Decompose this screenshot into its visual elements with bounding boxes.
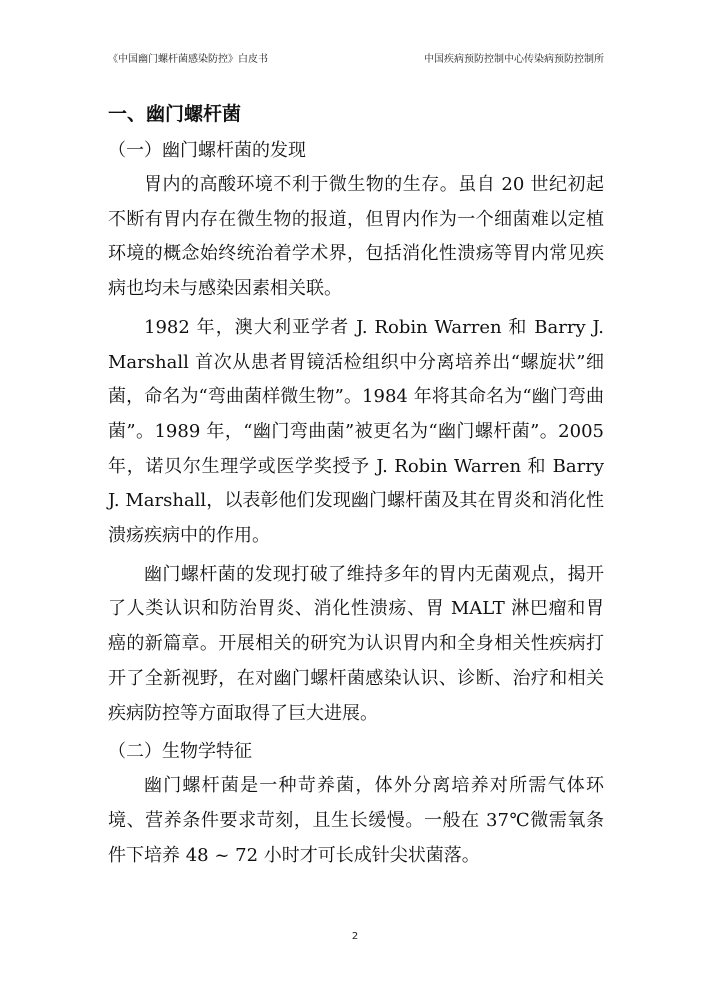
paragraph: 幽门螺杆菌是一种苛养菌，体外分离培养对所需气体环境、营养条件要求苛刻，且生长缓慢。一般在 37℃微需氧条件下培养 48 ~ 72 小时才可长成针尖状菌落。 bbox=[108, 775, 604, 866]
page-header bbox=[108, 50, 604, 66]
paragraph: 幽门螺杆菌的发现打破了维持多年的胃内无菌观点，揭开了人类认识和防治胃炎、消化性溃疡、胃 MALT 淋巴瘤和胃癌的新篇章。开展相关的研究为认识胃内和全身相关性疾病打开了全新视野，在对幽门螺杆菌感染认识、诊断、治疗和相关疾病防控等方面取得了巨大进展。 bbox=[108, 563, 604, 724]
section-title: 一、幽门螺杆菌 bbox=[108, 103, 242, 125]
paragraph: 胃内的高酸环境不利于微生物的生存。虽自 20 世纪初起不断有胃内存在微生物的报道，但胃内作为一个细菌难以定植环境的概念始终统治着学术界，包括消化性溃疡等胃内常见疾病也均未与感染因素相关联。 bbox=[108, 174, 604, 300]
header-organization: 中国疾病预防控制中心传染病预防控制所 bbox=[424, 54, 604, 65]
header-document-title: 《中国幽门螺杆菌感染防控》白皮书 bbox=[108, 54, 268, 65]
subsection-title-discovery: （一）幽门螺杆菌的发现 bbox=[108, 140, 306, 161]
page-number: 2 bbox=[351, 931, 359, 942]
paragraph: 1982 年，澳大利亚学者 J. Robin Warren 和 Barry J. Marshall 首次从患者胃镜活检组织中分离培养出“螺旋状”细菌，命名为“弯曲菌样微生物”。1984 年将其命名为“幽门弯曲菌”。1989 年，“幽门弯曲菌”被更名为“幽门螺杆菌”。2005 年，诺贝尔生理学或医学奖授予 J. Robin Warren 和 Barry J. Marshall，以表彰他们发现幽门螺杆菌及其在胃炎和消化性溃疡疾病中的作用。 bbox=[108, 316, 604, 547]
subsection-title-biology: （二）生物学特征 bbox=[108, 741, 252, 763]
page-content bbox=[108, 98, 604, 877]
